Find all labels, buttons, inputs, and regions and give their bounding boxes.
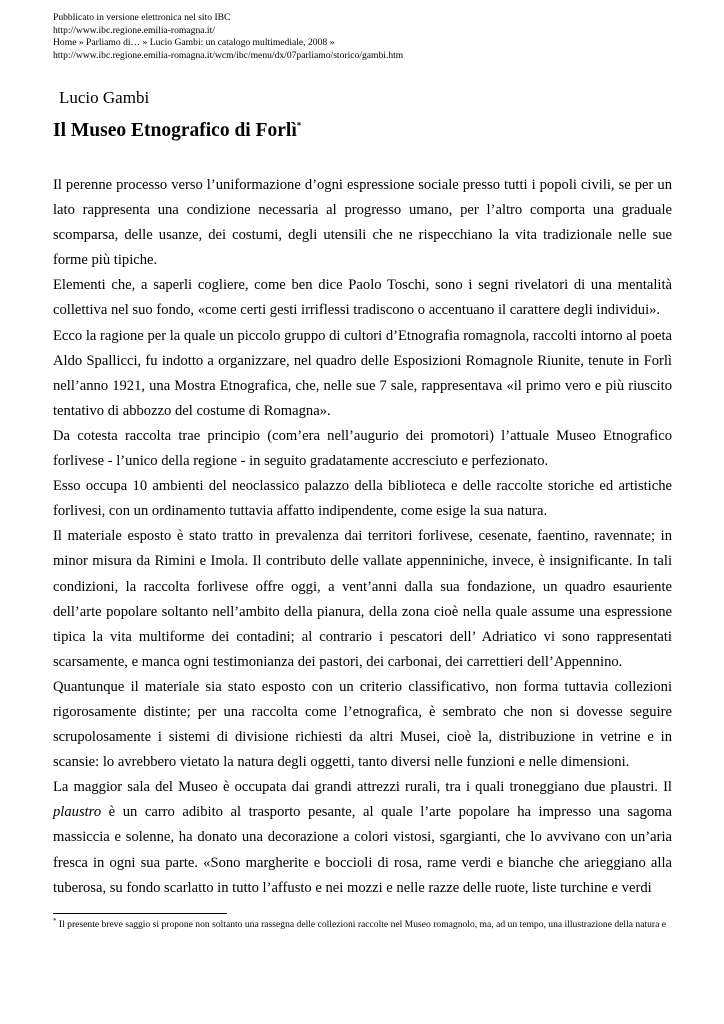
footnote-mark: * — [53, 916, 57, 925]
document-body — [53, 173, 672, 901]
header-line: http://www.ibc.regione.emilia-romagna.it/wcm/ibc/menu/dx/07parliamo/storico/gambi.htm — [53, 49, 404, 61]
footnote-text: Il presente breve saggio si propone non soltanto una rassegna delle collezioni raccolte nel Museo romagnolo, ma, ad un tempo, una illustrazione della natura e — [56, 919, 667, 930]
paragraph — [53, 775, 672, 900]
title-text: Il Museo Etnografico di Forlì — [53, 120, 297, 141]
paragraph: Elementi che, a saperli cogliere, come ben dice Paolo Toschi, sono i segni rivelatori di una mentalità collettiva nel suo fondo, «come certi gesti irriflessi tradiscono o accentuano il carattere degli individui». — [53, 277, 672, 319]
header-line: Home » Parliamo di… » Lucio Gambi: un catalogo multimediale, 2008 » — [53, 37, 335, 49]
footnote-marker: * — [296, 120, 302, 131]
header-line: Pubblicato in versione elettronica nel sito IBC — [53, 12, 231, 23]
paragraph-text: è un carro adibito al trasporto pesante, al quale l’arte popolare ha impresso una sagoma massiccia e solenne, ha donato una decorazione a colori vistosi, sgargianti, che lo avvivano con un’aria fresca in ogni sua parte. «Sono margherite e boccioli di rosa, rame verdi e bianche che arieggiano alla tuberosa, su fondo scarlatto in tutto l’affusto e nei mozzi e nelle razze delle ruote, liste turchine e verdi — [53, 804, 672, 896]
footnote-separator — [53, 913, 227, 914]
footnote — [53, 916, 667, 931]
author-name: Lucio Gambi — [59, 88, 150, 107]
paragraph: Il materiale esposto è stato tratto in prevalenza dai territori forlivese, cesenate, faentino, ravennate; in minor misura da Rimini e Imola. Il contributo delle vallate appenniniche, invece, è insignificante. In tali condizioni, la raccolta forlivese offre oggi, a vent’anni dalla sua fondazione, un quadro esauriente dell’arte popolare soltanto nell’ambito della pianura, della zona cioè nella quale assume una espressione tipica la vita multiforme dei contadini; al contrario i pescatori dell’ Adriatico vi sono rappresentati scarsamente, e manca ogni testimonianza dei pastori, dei carbonai, dei carrettieri dell’Appennino. — [53, 528, 672, 670]
italic-term: plaustro — [53, 804, 102, 821]
paragraph: Il perenne processo verso l’uniformazione d’ogni espressione sociale presso tutti i popoli civili, se per un lato rappresenta una condizione necessaria al progresso umano, per l’altro comporta una graduale scomparsa, delle usanze, dei costumi, degli utensili che ne rispecchiano la vita tradizionale nelle sue forme più tipiche. — [53, 177, 672, 269]
page-header — [53, 12, 403, 62]
paragraph: Da cotesta raccolta trae principio (com’era nell’augurio dei promotori) l’attuale Museo Etnografico forlivese - l’unico della regione - in seguito gradatamente accresciuto e perfezionato. — [53, 427, 672, 470]
paragraph: Ecco la ragione per la quale un piccolo gruppo di cultori d’Etnografia romagnola, raccolti intorno al poeta Aldo Spallicci, fu indotto a organizzare, nel quadro delle Esposizioni Romagnole Riunite, tenute in Forlì nell’anno 1921, una Mostra Etnografica, che, nelle sue 7 sale, rappresentava «il primo vero e più riuscito tentativo di abbozzo del costume di Romagna». — [53, 327, 672, 419]
paragraph-text: La maggior sala del Museo è occupata dai grandi attrezzi rurali, tra i quali troneggiano due plaustri. Il — [53, 779, 672, 796]
document-title — [53, 118, 301, 144]
paragraph: Quantunque il materiale sia stato esposto con un criterio classificativo, non forma tuttavia collezioni rigorosamente distinte; per una raccolta come l’etnografica, è sembrato che non si dovesse seguire scrupolosamente i sistemi di divisione richiesti da altri Musei, cioè la, distribuzione in vetrine e in scansie: lo avrebbero vietato la natura degli oggetti, tanto diversi nelle funzioni e nelle dimensioni. — [53, 678, 672, 771]
paragraph: Esso occupa 10 ambienti del neoclassico palazzo della biblioteca e delle raccolte storiche ed artistiche forlivesi, con un ordinamento tuttavia affatto indipendente, come esige la sua natura. — [53, 478, 672, 520]
header-line: http://www.ibc.regione.emilia-romagna.it/ — [53, 24, 215, 36]
